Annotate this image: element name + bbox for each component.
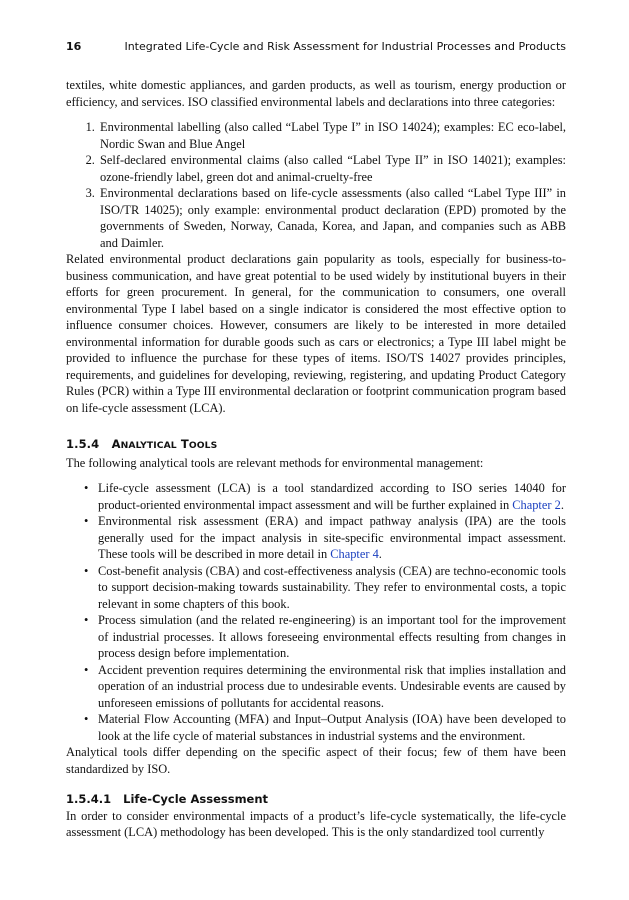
- bullet-icon: •: [84, 613, 89, 627]
- list-item: • Environmental risk assessment (ERA) and impact pathway analysis (IPA) are the tools generally used for the impact analysis in site-specific environmental impact assessment. These tools will be described in more detail in Chapter 4.: [84, 514, 566, 561]
- bullet-icon: •: [84, 481, 89, 495]
- list-item: 3. Environmental declarations based on life-cycle assessments (also called “Label Type III” in ISO/TR 14025); only example: environmental product declaration (EPD) promoted by the governments of Sweden, Norway, Canada, Korea, and Japan, and companies such as ABB and Daimler.: [98, 185, 566, 251]
- lca-paragraph: In order to consider environmental impacts of a product’s life-cycle systematically, the life-cycle assessment (LCA) methodology has been developed. This is the only standardized tool currently: [66, 808, 566, 839]
- intro-paragraph: textiles, white domestic appliances, and garden products, as well as tourism, energy production or efficiency, and services. ISO classified environmental labels and declarations into three categories:: [66, 78, 566, 109]
- bullet-icon: •: [84, 712, 89, 726]
- chapter-2-link[interactable]: Chapter 2: [512, 497, 561, 512]
- running-header: [66, 40, 566, 56]
- bullet-icon: •: [84, 514, 89, 528]
- list-item: • Accident prevention requires determining the environmental risk that implies installation and operation of an industrial process due to undesirable events. Undesirable events are caused by unforeseen emissions of pollutants for accidental reasons.: [84, 662, 566, 710]
- analytical-tools-list: [66, 480, 566, 744]
- closing-paragraph: Analytical tools differ depending on the specific aspect of their focus; few of them have been standardized by ISO.: [66, 745, 566, 776]
- subsection-title: Life-Cycle Assessment: [123, 792, 269, 806]
- subsection-heading: [66, 791, 566, 808]
- list-item: 2. Self-declared environmental claims (also called “Label Type II” in ISO 14021); examples: ozone-friendly label, green dot and animal-cruelty-free: [98, 152, 566, 185]
- chapter-4-link[interactable]: Chapter 4: [330, 547, 379, 561]
- subsection-number: 1.5.4.1: [66, 792, 112, 806]
- related-paragraph: Related environmental product declarations gain popularity as tools, especially for business-to-business communication, and have great potential to be used widely by institutional buyers in their efforts for green procurement. In general, for the communication to consumers, one overall environmental Type I label based on a single indicator is considered the most effective option to influence consumer choices. However, consumers are likely to be interested in more detailed environmental information for durable goods such as cars or electronics; a Type III label might be provided to influence the purchase for these types of items. ISO/TS 14027 provides principles, requirements, and guidelines for developing, reviewing, registering, and updating Product Category Rules (PCR) within a Type III environmental declaration or footprint communication program based on life-cycle assessment (LCA).: [66, 252, 566, 415]
- bullet-icon: •: [84, 563, 89, 578]
- list-item: • Life-cycle assessment (LCA) is a tool standardized according to ISO series 14040 for product-oriented environmental impact assessment and will be further explained in Chapter 2.: [84, 481, 566, 512]
- page-body: [66, 77, 566, 841]
- list-item: • Cost-benefit analysis (CBA) and cost-effectiveness analysis (CEA) are techno-economic tools to support decision-making towards sustainability. They refer to environmental costs, a topic relevant in some chapters of this book.: [84, 563, 566, 611]
- list-item: • Process simulation (and the related re-engineering) is an important tool for the improvement of industrial processes. It allows foreseeing environmental effects resulting from changes in process design before implementation.: [84, 613, 566, 660]
- page-number: 16: [66, 40, 82, 53]
- label-categories-list: [66, 119, 566, 251]
- section-intro: The following analytical tools are relevant methods for environmental management:: [66, 455, 484, 470]
- list-item: 1. Environmental labelling (also called “Label Type I” in ISO 14024); examples: EC eco-label, Nordic Swan and Blue Angel: [98, 119, 566, 152]
- bullet-icon: •: [84, 662, 89, 677]
- section-heading: 1.5.4 ANALYTICAL TOOLS: [66, 437, 218, 451]
- running-title: Integrated Life-Cycle and Risk Assessment for Industrial Processes and Products: [124, 40, 566, 53]
- section-number: 1.5.4: [66, 437, 100, 451]
- list-item: • Material Flow Accounting (MFA) and Input–Output Analysis (IOA) have been developed to look at the life cycle of material substances in industrial systems and the environment.: [84, 712, 566, 743]
